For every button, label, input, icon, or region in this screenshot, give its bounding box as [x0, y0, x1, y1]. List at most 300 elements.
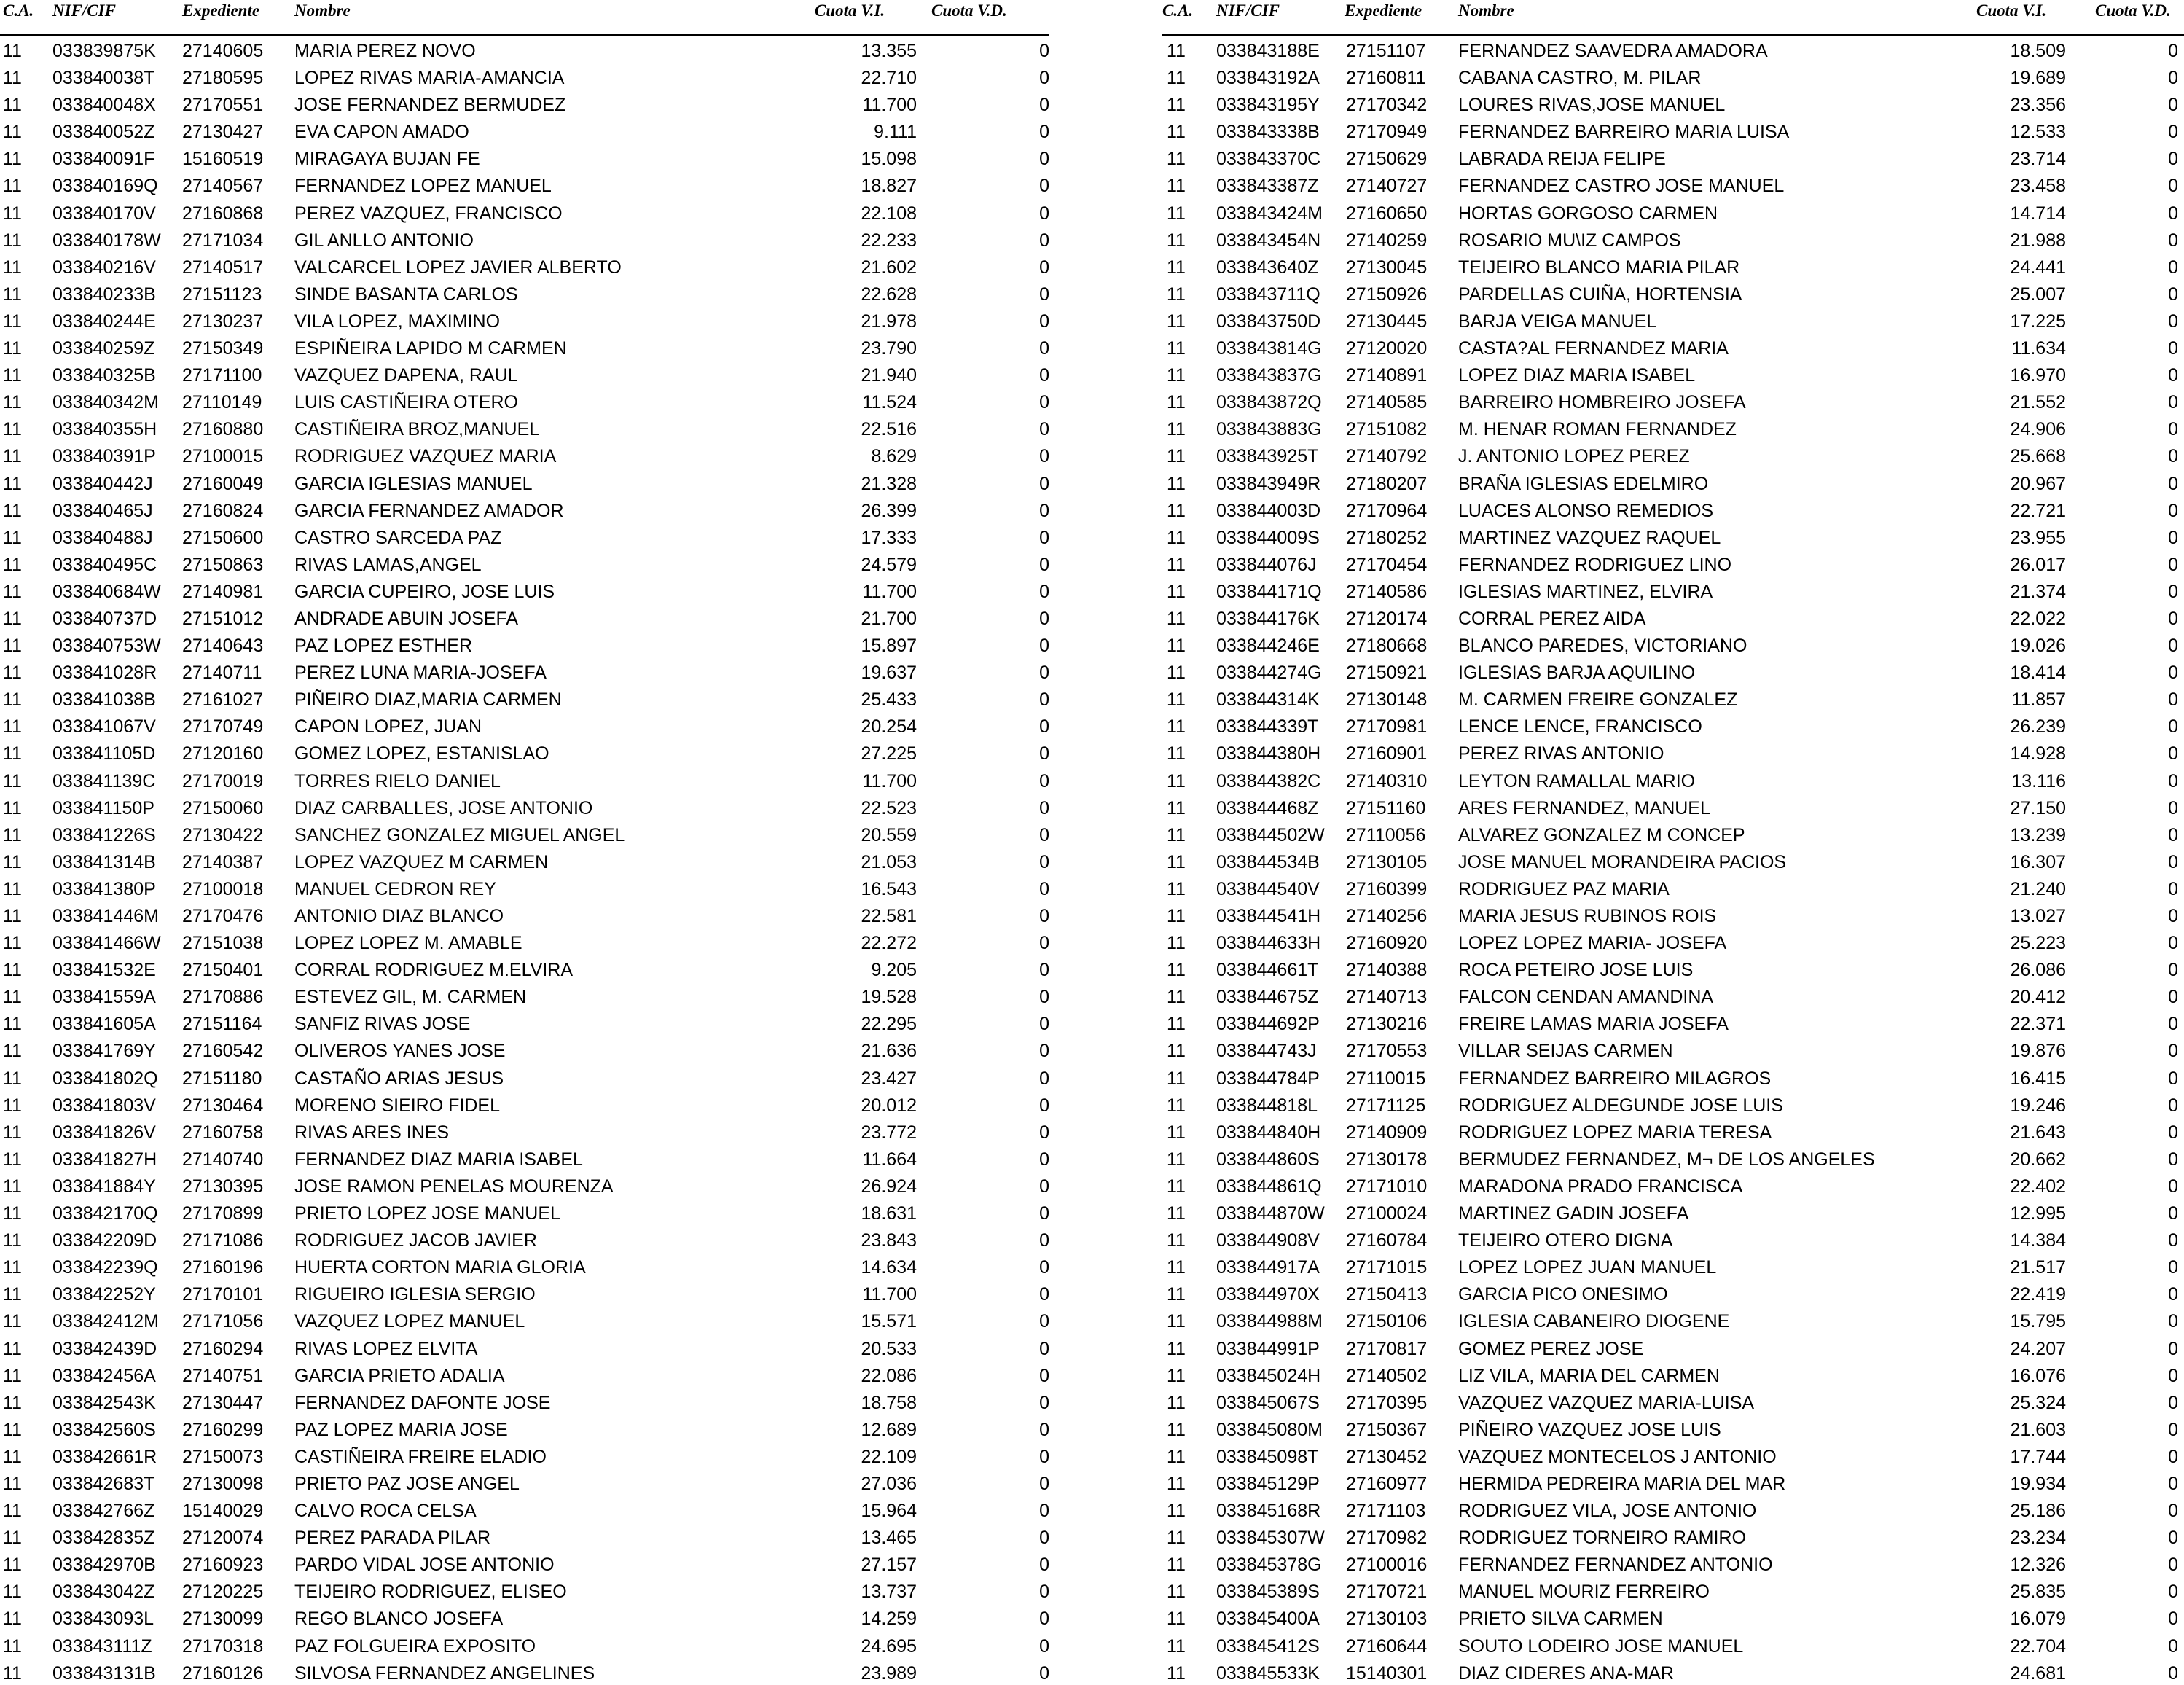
cuota-vd-cell: 0: [1039, 662, 1049, 684]
nombre-cell: FERNANDEZ FERNANDEZ ANTONIO: [1458, 1555, 1773, 1576]
cuota-vd-cell: 0: [1039, 1230, 1049, 1251]
nombre-cell: TORRES RIELO DANIEL: [294, 770, 501, 791]
table-row: [1162, 820, 2184, 847]
table-row: [0, 198, 1049, 225]
table-row: [0, 225, 1049, 252]
expediente-cell: 27140259: [1346, 230, 1428, 251]
ca-cell: 11: [1167, 581, 1186, 602]
nombre-cell: GARCIA IGLESIAS MANUEL: [294, 473, 533, 494]
expediente-cell: 27150629: [1346, 149, 1428, 170]
nif-cell: 033842252Y: [52, 1284, 156, 1305]
expediente-cell: 27130427: [182, 122, 264, 143]
cuota-vi-cell: 25.007: [2010, 284, 2066, 305]
nombre-cell: CASTRO SARCEDA PAZ: [294, 527, 502, 548]
cuota-vi-cell: 13.355: [861, 41, 917, 61]
expediente-cell: 15160519: [182, 149, 264, 170]
table-row: [0, 766, 1049, 793]
cuota-vi-cell: 24.906: [2010, 419, 2066, 440]
table-row: [1162, 1549, 2184, 1576]
ca-cell: 11: [3, 284, 22, 305]
nif-cell: 033843949R: [1216, 473, 1321, 494]
ca-cell: 11: [3, 446, 22, 467]
nombre-cell: ESTEVEZ GIL, M. CARMEN: [294, 987, 527, 1008]
expediente-cell: 27151038: [182, 933, 264, 954]
expediente-cell: 27150367: [1346, 1419, 1428, 1440]
nombre-cell: VAZQUEZ VAZQUEZ MARIA-LUISA: [1458, 1392, 1755, 1413]
table-row: [1162, 1009, 2184, 1036]
expediente-cell: 27140517: [182, 257, 264, 278]
expediente-cell: 27100016: [1346, 1555, 1428, 1576]
nombre-cell: SILVOSA FERNANDEZ ANGELINES: [294, 1662, 595, 1684]
cuota-vi-cell: 21.643: [2010, 1122, 2066, 1143]
cuota-vd-cell: 0: [1039, 230, 1049, 251]
cuota-vi-cell: 22.419: [2010, 1284, 2066, 1305]
cuota-vd-cell: 0: [2168, 1392, 2178, 1413]
expediente-cell: 27150863: [182, 554, 264, 575]
ca-cell: 11: [1167, 1582, 1186, 1603]
nif-cell: 033841769Y: [52, 1041, 156, 1062]
cuota-vi-cell: 20.412: [2010, 987, 2066, 1008]
nif-cell: 033844991P: [1216, 1338, 1320, 1359]
nif-cell: 033843424M: [1216, 203, 1323, 224]
ca-cell: 11: [3, 1257, 22, 1278]
header-nombre: Nombre: [1458, 1, 1514, 20]
nombre-cell: CASTA?AL FERNANDEZ MARIA: [1458, 338, 1729, 359]
expediente-cell: 15140029: [182, 1501, 264, 1522]
cuota-vi-cell: 18.631: [861, 1203, 917, 1224]
cuota-vd-cell: 0: [1039, 1014, 1049, 1035]
ca-cell: 11: [3, 310, 22, 332]
table-row: [0, 820, 1049, 847]
cuota-vd-cell: 0: [2168, 554, 2178, 575]
nif-cell: 033845389S: [1216, 1582, 1320, 1603]
cuota-vd-cell: 0: [2168, 1582, 2178, 1603]
cuota-vd-cell: 0: [2168, 446, 2178, 467]
nombre-cell: PRIETO PAZ JOSE ANGEL: [294, 1473, 520, 1494]
cuota-vd-cell: 0: [2168, 824, 2178, 845]
expediente-cell: 27170721: [1346, 1582, 1428, 1603]
nombre-cell: LOPEZ LOPEZ JUAN MANUEL: [1458, 1257, 1717, 1278]
cuota-vi-cell: 21.328: [861, 473, 917, 494]
expediente-cell: 27160880: [182, 419, 264, 440]
cuota-vd-cell: 0: [1039, 851, 1049, 872]
cuota-vd-cell: 0: [1039, 1041, 1049, 1062]
nombre-cell: MARADONA PRADO FRANCISCA: [1458, 1176, 1743, 1197]
cuota-vd-cell: 0: [2168, 933, 2178, 954]
table-row: [1162, 766, 2184, 793]
table-row: [0, 955, 1049, 982]
table-row: [1162, 1631, 2184, 1658]
ca-cell: 11: [1167, 1555, 1186, 1576]
nif-cell: 033841067V: [52, 716, 156, 738]
cuota-vd-cell: 0: [1039, 392, 1049, 413]
cuota-vd-cell: 0: [2168, 770, 2178, 791]
nombre-cell: FERNANDEZ BARREIRO MILAGROS: [1458, 1068, 1772, 1089]
ca-cell: 11: [1167, 1203, 1186, 1224]
ca-cell: 11: [1167, 527, 1186, 548]
cuota-vi-cell: 21.602: [861, 257, 917, 278]
expediente-cell: 27171100: [182, 365, 262, 386]
expediente-cell: 27140388: [1346, 960, 1428, 981]
ca-cell: 11: [1167, 1014, 1186, 1035]
cuota-vi-cell: 11.700: [862, 95, 917, 116]
cuota-vd-cell: 0: [2168, 500, 2178, 521]
table-row: [0, 901, 1049, 928]
expediente-cell: 27170454: [1346, 554, 1428, 575]
table-row: [0, 1415, 1049, 1442]
nif-cell: 033843111Z: [52, 1635, 152, 1657]
nombre-cell: OLIVEROS YANES JOSE: [294, 1041, 506, 1062]
expediente-cell: 27140605: [182, 41, 264, 61]
table-row: [1162, 496, 2184, 523]
cuota-vd-cell: 0: [1039, 1122, 1049, 1143]
nif-cell: 033842543K: [52, 1392, 156, 1413]
ca-cell: 11: [3, 1311, 22, 1332]
table-row: [0, 441, 1049, 468]
nif-cell: 033843640Z: [1216, 257, 1319, 278]
nombre-cell: PARDO VIDAL JOSE ANTONIO: [294, 1555, 555, 1576]
cuota-vi-cell: 23.234: [2010, 1528, 2066, 1549]
nombre-cell: LOPEZ LOPEZ M. AMABLE: [294, 933, 522, 954]
nombre-cell: CAPON LOPEZ, JUAN: [294, 716, 482, 738]
ca-cell: 11: [1167, 122, 1186, 143]
ca-cell: 11: [1167, 1068, 1186, 1089]
cuota-vi-cell: 23.356: [2010, 95, 2066, 116]
nif-cell: 033841803V: [52, 1095, 156, 1116]
cuota-vd-cell: 0: [2168, 1473, 2178, 1494]
table-row: [1162, 171, 2184, 198]
table-row: [0, 1388, 1049, 1415]
nombre-cell: MARTINEZ VAZQUEZ RAQUEL: [1458, 527, 1721, 548]
ca-cell: 11: [3, 41, 22, 61]
nif-cell: 033843925T: [1216, 446, 1319, 467]
expediente-cell: 27160126: [182, 1662, 264, 1684]
expediente-cell: 27130395: [182, 1176, 264, 1197]
nombre-cell: MORENO SIEIRO FIDEL: [294, 1095, 500, 1116]
cuota-vd-cell: 0: [2168, 1635, 2178, 1657]
cuota-vd-cell: 0: [1039, 987, 1049, 1008]
ca-cell: 11: [1167, 338, 1186, 359]
cuota-vd-cell: 0: [2168, 1419, 2178, 1440]
nif-cell: 033844917A: [1216, 1257, 1320, 1278]
nif-cell: 033843195Y: [1216, 95, 1320, 116]
nif-cell: 033842661R: [52, 1446, 157, 1467]
nif-cell: 033845307W: [1216, 1528, 1325, 1549]
cuota-vd-cell: 0: [2168, 1555, 2178, 1576]
nombre-cell: RODRIGUEZ VAZQUEZ MARIA: [294, 446, 557, 467]
cuota-vi-cell: 17.744: [2010, 1446, 2066, 1467]
cuota-vi-cell: 12.326: [2010, 1555, 2066, 1576]
ca-cell: 11: [1167, 41, 1186, 61]
expediente-cell: 27150349: [182, 338, 264, 359]
expediente-cell: 27140792: [1346, 446, 1428, 467]
ca-cell: 11: [1167, 1149, 1186, 1170]
table-row: [0, 1631, 1049, 1658]
table-row: [0, 603, 1049, 630]
table-row: [0, 90, 1049, 117]
ca-cell: 11: [1167, 365, 1186, 386]
cuota-vi-cell: 24.681: [2010, 1662, 2066, 1684]
ca-cell: 11: [1167, 1041, 1186, 1062]
expediente-cell: 27120074: [182, 1528, 264, 1549]
ca-cell: 11: [3, 1528, 22, 1549]
table-row: [1162, 738, 2184, 765]
expediente-cell: 27140981: [182, 581, 264, 602]
ca-cell: 11: [3, 608, 22, 629]
cuota-vd-cell: 0: [1039, 149, 1049, 170]
cuota-vd-cell: 0: [1039, 1176, 1049, 1197]
cuota-vd-cell: 0: [2168, 1041, 2178, 1062]
nombre-cell: RODRIGUEZ JACOB JAVIER: [294, 1230, 537, 1251]
nombre-cell: CASTAÑO ARIAS JESUS: [294, 1068, 504, 1089]
table-row: [1162, 1036, 2184, 1063]
cuota-vi-cell: 14.384: [2010, 1230, 2066, 1251]
cuota-vd-cell: 0: [2168, 743, 2178, 765]
table-row: [1162, 1576, 2184, 1603]
expediente-cell: 27100018: [182, 878, 264, 899]
cuota-vd-cell: 0: [2168, 1176, 2178, 1197]
table-row: [0, 684, 1049, 711]
table-row: [1162, 469, 2184, 496]
nombre-cell: FERNANDEZ SAAVEDRA AMADORA: [1458, 41, 1768, 61]
ca-cell: 11: [3, 1635, 22, 1657]
nombre-cell: RODRIGUEZ TORNEIRO RAMIRO: [1458, 1528, 1746, 1549]
nombre-cell: SANFIZ RIVAS JOSE: [294, 1014, 471, 1035]
table-row: [0, 630, 1049, 657]
cuota-vd-cell: 0: [1039, 1528, 1049, 1549]
expediente-cell: 27160399: [1346, 878, 1428, 899]
nif-cell: 033842683T: [52, 1473, 155, 1494]
cuota-vd-cell: 0: [1039, 1203, 1049, 1224]
table-row: [0, 252, 1049, 279]
ca-cell: 11: [1167, 770, 1186, 791]
cuota-vi-cell: 13.027: [2010, 906, 2066, 926]
cuota-vi-cell: 21.552: [2010, 392, 2066, 413]
nif-cell: 033840259Z: [52, 338, 155, 359]
expediente-cell: 27180595: [182, 68, 264, 89]
nombre-cell: IGLESIAS BARJA AQUILINO: [1458, 662, 1696, 684]
nombre-cell: ROCA PETEIRO JOSE LUIS: [1458, 960, 1694, 981]
nombre-cell: CABANA CASTRO, M. PILAR: [1458, 68, 1702, 89]
cuota-vd-cell: 0: [2168, 95, 2178, 116]
table-row: [1162, 1361, 2184, 1388]
nombre-cell: IGLESIAS MARTINEZ, ELVIRA: [1458, 581, 1713, 602]
cuota-vd-cell: 0: [2168, 122, 2178, 143]
nombre-cell: PARDELLAS CUIÑA, HORTENSIA: [1458, 284, 1742, 305]
nombre-cell: PEREZ LUNA MARIA-JOSEFA: [294, 662, 547, 684]
nombre-cell: GIL ANLLO ANTONIO: [294, 230, 474, 251]
cuota-vd-cell: 0: [1039, 365, 1049, 386]
nombre-cell: BERMUDEZ FERNANDEZ, M¬ DE LOS ANGELES: [1458, 1149, 1875, 1170]
nombre-cell: TEIJEIRO OTERO DIGNA: [1458, 1230, 1673, 1251]
cuota-vd-cell: 0: [2168, 636, 2178, 657]
expediente-cell: 27110149: [182, 392, 262, 413]
table-row: [1162, 414, 2184, 441]
cuota-vi-cell: 21.374: [2010, 581, 2066, 602]
nombre-cell: FERNANDEZ BARREIRO MARIA LUISA: [1458, 122, 1790, 143]
table-row: [1162, 1522, 2184, 1549]
nombre-cell: MARIA JESUS RUBINOS ROIS: [1458, 906, 1717, 926]
ca-cell: 11: [1167, 1284, 1186, 1305]
ca-cell: 11: [3, 95, 22, 116]
expediente-cell: 27160542: [182, 1041, 264, 1062]
cuota-vd-cell: 0: [1039, 716, 1049, 738]
nif-cell: 033841105D: [52, 743, 156, 765]
cuota-vi-cell: 21.636: [861, 1041, 917, 1062]
nombre-cell: BLANCO PAREDES, VICTORIANO: [1458, 636, 1747, 657]
cuota-vi-cell: 22.704: [2010, 1635, 2066, 1657]
nombre-cell: PEREZ PARADA PILAR: [294, 1528, 491, 1549]
nif-cell: 033840038T: [52, 68, 155, 89]
header-nif: NIF/CIF: [1216, 1, 1280, 20]
nif-cell: 033840325B: [52, 365, 156, 386]
nombre-cell: HERMIDA PEDREIRA MARIA DEL MAR: [1458, 1473, 1786, 1494]
ca-cell: 11: [3, 851, 22, 872]
table-row: [0, 1063, 1049, 1090]
nombre-cell: FREIRE LAMAS MARIA JOSEFA: [1458, 1014, 1729, 1035]
nif-cell: 033844176K: [1216, 608, 1320, 629]
ca-cell: 11: [3, 1446, 22, 1467]
cuota-vi-cell: 20.967: [2010, 473, 2066, 494]
table-row: [0, 738, 1049, 765]
cuota-vd-cell: 0: [2168, 797, 2178, 818]
nif-cell: 033845080M: [1216, 1419, 1323, 1440]
expediente-cell: 27130148: [1346, 689, 1428, 711]
nif-cell: 033844860S: [1216, 1149, 1320, 1170]
ca-cell: 11: [1167, 1257, 1186, 1278]
table-row: [1162, 1415, 2184, 1442]
table-row: [1162, 1144, 2184, 1171]
cuota-vd-cell: 0: [1039, 257, 1049, 278]
table-row: [0, 1144, 1049, 1171]
nif-cell: 033841559A: [52, 987, 156, 1008]
ca-cell: 11: [3, 1365, 22, 1386]
table-row: [0, 1549, 1049, 1576]
table-row: [1162, 1496, 2184, 1522]
nif-cell: 033844675Z: [1216, 987, 1319, 1008]
cuota-vd-cell: 0: [2168, 338, 2178, 359]
expediente-cell: 27130099: [182, 1608, 264, 1630]
expediente-cell: 27140586: [1346, 581, 1428, 602]
ca-cell: 11: [3, 257, 22, 278]
nif-cell: 033844274G: [1216, 662, 1322, 684]
ca-cell: 11: [1167, 392, 1186, 413]
expediente-cell: 27140310: [1346, 770, 1428, 791]
cuota-vi-cell: 21.517: [2010, 1257, 2066, 1278]
expediente-cell: 27150401: [182, 960, 264, 981]
nif-cell: 033842439D: [52, 1338, 157, 1359]
nombre-cell: CASTIÑEIRA FREIRE ELADIO: [294, 1446, 547, 1467]
expediente-cell: 27140909: [1346, 1122, 1428, 1143]
table-row: [0, 1117, 1049, 1144]
expediente-cell: 27160824: [182, 500, 264, 521]
expediente-cell: 27150073: [182, 1446, 264, 1467]
nombre-cell: PRIETO LOPEZ JOSE MANUEL: [294, 1203, 560, 1224]
cuota-vd-cell: 0: [2168, 68, 2178, 89]
cuota-vi-cell: 20.254: [861, 716, 917, 738]
expediente-cell: 27160644: [1346, 1635, 1428, 1657]
table-row: [1162, 1469, 2184, 1496]
nif-cell: 033844908V: [1216, 1230, 1320, 1251]
table-row: [1162, 711, 2184, 738]
cuota-vd-cell: 0: [1039, 176, 1049, 197]
cuota-vi-cell: 13.116: [2011, 770, 2066, 791]
cuota-vd-cell: 0: [1039, 1555, 1049, 1576]
nif-cell: 033844382C: [1216, 770, 1321, 791]
cuota-vi-cell: 19.637: [861, 662, 917, 684]
nombre-cell: ARES FERNANDEZ, MANUEL: [1458, 797, 1710, 818]
ca-cell: 11: [3, 1203, 22, 1224]
nif-cell: 033844339T: [1216, 716, 1319, 738]
nif-cell: 033845533K: [1216, 1662, 1320, 1684]
table-row: [0, 1252, 1049, 1279]
cuota-vi-cell: 21.603: [2010, 1419, 2066, 1440]
cuota-vi-cell: 19.689: [2010, 68, 2066, 89]
cuota-vd-cell: 0: [2168, 284, 2178, 305]
nif-cell: 033841150P: [52, 797, 154, 818]
table-row: [1162, 144, 2184, 171]
nombre-cell: PRIETO SILVA CARMEN: [1458, 1608, 1663, 1630]
cuota-vd-cell: 0: [1039, 581, 1049, 602]
cuota-vd-cell: 0: [1039, 743, 1049, 765]
nombre-cell: SOUTO LODEIRO JOSE MANUEL: [1458, 1635, 1744, 1657]
cuota-vi-cell: 27.157: [861, 1555, 917, 1576]
cuota-vi-cell: 15.964: [861, 1501, 917, 1522]
ca-cell: 11: [1167, 608, 1186, 629]
nif-cell: 033840342M: [52, 392, 159, 413]
ca-cell: 11: [1167, 851, 1186, 872]
cuota-vd-cell: 0: [1039, 824, 1049, 845]
ca-cell: 11: [3, 933, 22, 954]
cuota-vd-cell: 0: [1039, 770, 1049, 791]
ca-cell: 11: [1167, 1230, 1186, 1251]
nif-cell: 033841826V: [52, 1122, 156, 1143]
nif-cell: 033844076J: [1216, 554, 1317, 575]
nif-cell: 033843883G: [1216, 419, 1322, 440]
cuota-vi-cell: 11.664: [862, 1149, 917, 1170]
ca-cell: 11: [3, 203, 22, 224]
expediente-cell: 27130445: [1346, 310, 1428, 332]
ca-cell: 11: [3, 473, 22, 494]
nif-cell: 033843188E: [1216, 41, 1320, 61]
ca-cell: 11: [3, 878, 22, 899]
ca-cell: 11: [3, 392, 22, 413]
ca-cell: 11: [3, 554, 22, 575]
ca-cell: 11: [3, 338, 22, 359]
table-row: [1162, 1171, 2184, 1198]
expediente-cell: 27170019: [182, 770, 264, 791]
cuota-vi-cell: 16.079: [2010, 1608, 2066, 1630]
expediente-cell: 27171103: [1346, 1501, 1426, 1522]
expediente-cell: 27170964: [1346, 500, 1428, 521]
expediente-cell: 27160196: [182, 1257, 264, 1278]
nombre-cell: FALCON CENDAN AMANDINA: [1458, 987, 1714, 1008]
expediente-cell: 27151107: [1346, 41, 1426, 61]
cuota-vi-cell: 22.721: [2010, 500, 2066, 521]
expediente-cell: 27180252: [1346, 527, 1428, 548]
header-ca: C.A.: [3, 1, 34, 20]
table-row: [1162, 63, 2184, 90]
nif-cell: 033839875K: [52, 41, 156, 61]
ca-cell: 11: [3, 1419, 22, 1440]
nombre-cell: RIVAS LAMAS,ANGEL: [294, 554, 482, 575]
ca-cell: 11: [1167, 1311, 1186, 1332]
cuota-vi-cell: 21.240: [2010, 878, 2066, 899]
cuota-vi-cell: 15.795: [2010, 1311, 2066, 1332]
table-row: [1162, 793, 2184, 820]
cuota-vi-cell: 19.528: [861, 987, 917, 1008]
nombre-cell: J. ANTONIO LOPEZ PEREZ: [1458, 446, 1690, 467]
